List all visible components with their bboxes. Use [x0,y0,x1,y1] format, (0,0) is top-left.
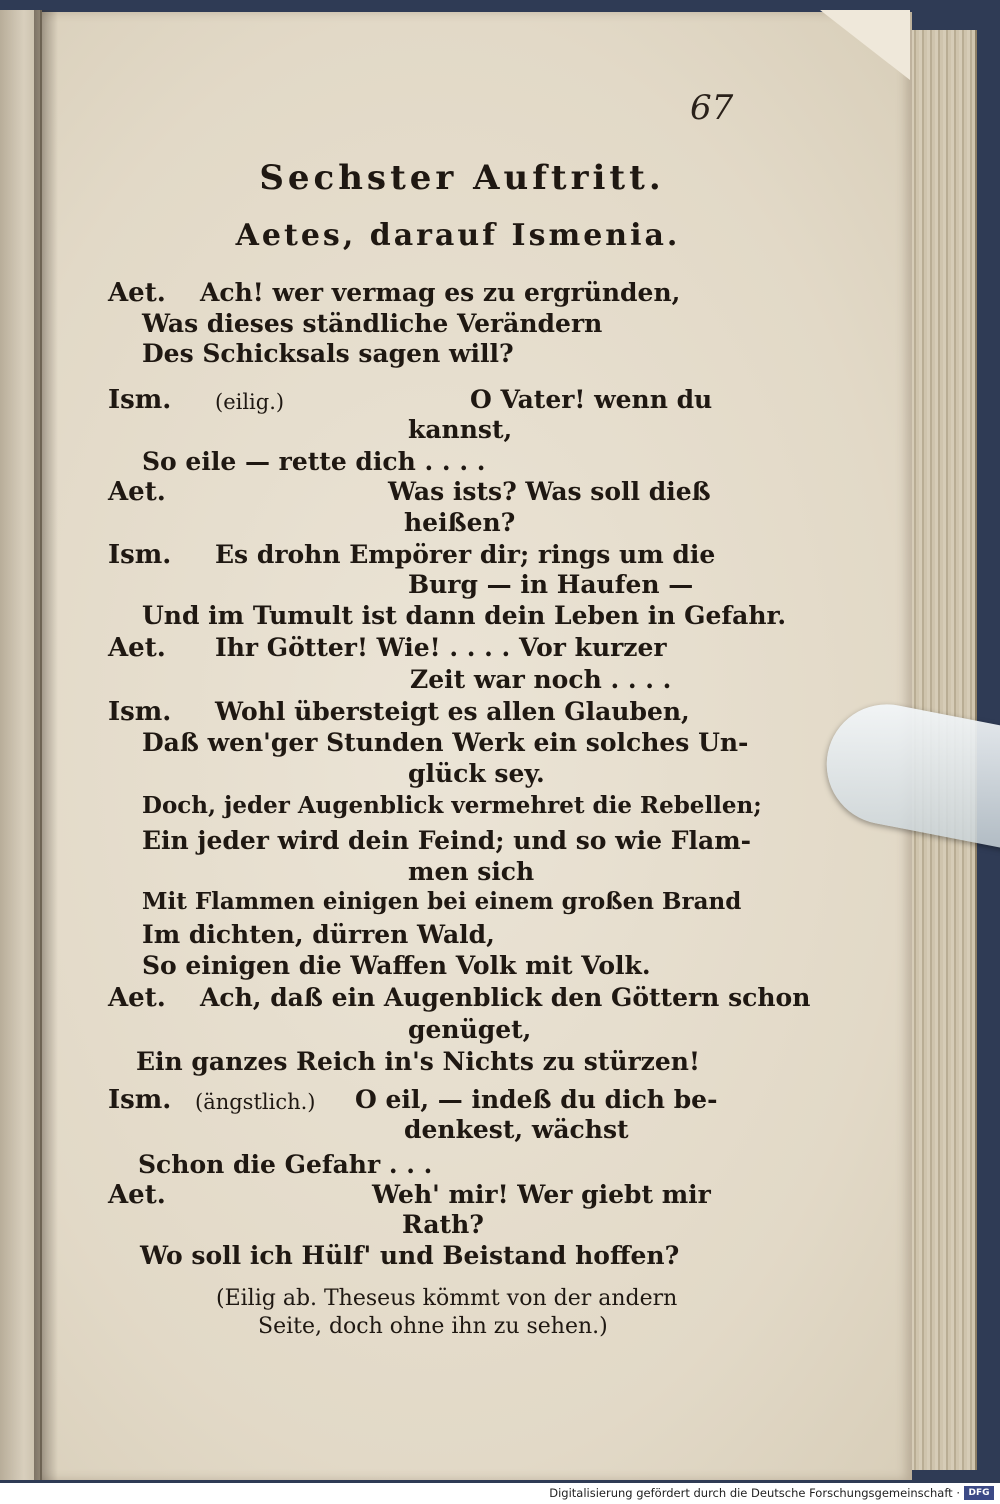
verse-line: Ein jeder wird dein Feind; und so wie Flam- [142,826,752,855]
verse-line: Daß wen'ger Stunden Werk ein solches Un- [142,728,749,757]
verse-line: denkest, wächst [404,1115,629,1144]
verse-line: Ein ganzes Reich in's Nichts zu stürzen! [136,1047,700,1076]
speaker-label: Aet. [108,278,166,308]
stage-direction: (Eilig ab. Theseus kömmt von der andern [216,1286,678,1311]
verse-line: Wohl übersteigt es allen Glauben, [215,697,690,726]
speaker-label: Aet. [108,633,166,663]
folded-corner [820,10,910,80]
verse-line: heißen? [404,508,516,537]
speaker-label: Ism. [108,385,172,415]
verse-line: men sich [408,857,535,886]
verse-line: Zeit war noch . . . . [410,665,672,694]
footer-bar [0,1483,1000,1504]
stage-direction-inline: (ängstlich.) [195,1090,316,1114]
speaker-label: Ism. [108,1085,172,1115]
scene-title: Sechster Auftritt. [259,158,665,198]
verse-line: Ach! wer vermag es zu ergründen, [200,278,681,307]
stage-direction: Seite, doch ohne ihn zu sehen.) [258,1314,608,1339]
page-number: 67 [690,88,734,128]
verse-line: Schon die Gefahr . . . [138,1150,433,1179]
speaker-label: Ism. [108,540,172,570]
verse-line: Wo soll ich Hülf' und Beistand hoffen? [140,1241,680,1270]
scene-persons: Aetes, darauf Ismenia. [235,218,681,253]
verse-line: genüget, [408,1015,532,1044]
verse-line: Weh' mir! Wer giebt mir [372,1180,711,1209]
verse-line: glück sey. [408,759,545,788]
verse-line: Und im Tumult ist dann dein Leben in Gefahr. [142,601,787,630]
verse-line: Burg — in Haufen — [408,570,694,599]
verse-line: So eile — rette dich . . . . [142,447,486,476]
verse-line: Was ists? Was soll dieß [388,477,711,506]
speaker-label: Aet. [108,983,166,1013]
verse-line: Des Schicksals sagen will? [142,339,514,368]
verse-line: So einigen die Waffen Volk mit Volk. [142,951,651,980]
verse-line: Doch, jeder Augenblick vermehret die Rebellen; [142,792,762,819]
verse-line: Rath? [402,1210,484,1239]
verse-line: Was dieses ständliche Verändern [142,309,603,338]
verse-line: O eil, — indeß du dich be- [355,1085,718,1114]
verse-line: O Vater! wenn du [470,385,713,414]
speaker-label: Aet. [108,1180,166,1210]
speaker-label: Ism. [108,697,172,727]
verse-line: Ach, daß ein Augenblick den Göttern schon [200,983,811,1012]
footer-credit: Digitalisierung gefördert durch die Deutsche Forschungsgemeinschaft · [549,1486,960,1500]
verse-line: kannst, [408,415,513,444]
verse-line: Ihr Götter! Wie! . . . . Vor kurzer [215,633,667,662]
verse-line: Mit Flammen einigen bei einem großen Brand [142,888,742,915]
dfg-logo-icon: DFG [964,1486,994,1500]
stage-direction-inline: (eilig.) [215,390,285,414]
verse-line: Im dichten, dürren Wald, [142,920,495,949]
speaker-label: Aet. [108,477,166,507]
verse-line: Es drohn Empörer dir; rings um die [215,540,716,569]
